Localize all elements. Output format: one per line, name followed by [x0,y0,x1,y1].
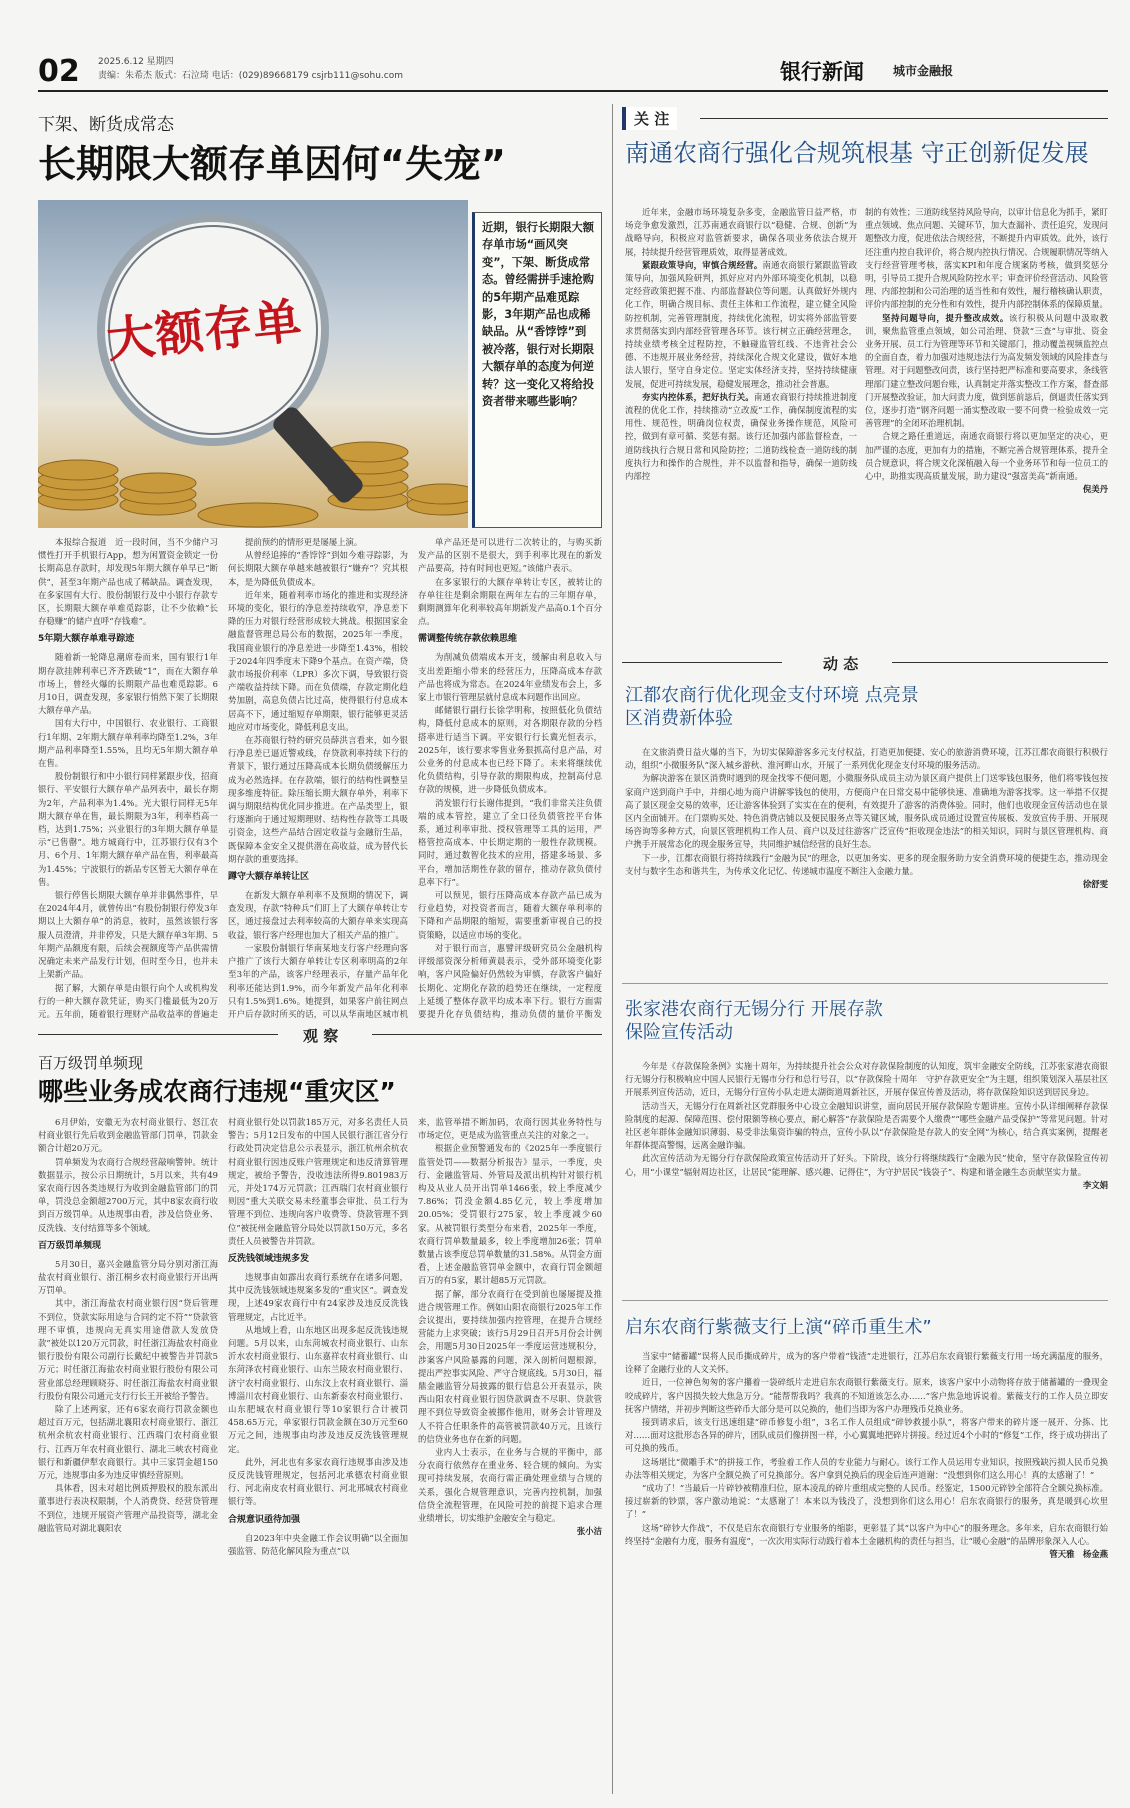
lead-para: 在苏商银行特约研究员薛洪言看来，如今银行净息差已逼近警戒线，存贷款利率持续下行的背景下，银行通过压降高成本长期负债缓解压力成为必然选择。在存款端，银行的结构性调整呈现多维度特征。除压缩长期大额存单外，利率下调与期限结构优化同步推进。在产品类型上，银行逐渐向于通过短期理财、结构性存款等工具吸引资金，这些产品结合固定收益与金融衍生品，既保障本金安全又提供潜在高收益，成为替代长期存款的重要选择。 [228,735,408,864]
lead-subhead-3: 需调整传统存款依赖思维 [418,634,518,645]
dyn-divider-2 [622,1300,1108,1301]
obs-rule-left [38,1034,278,1035]
lead-image [38,200,468,528]
obs-para: 其中，浙江海盐农村商业银行因“贷后管理不到位，贷款实际用途与合同约定不符”“贷款管理不审慎，违规向无真实用途借款人发放贷款”被处以120万元罚款，时任浙江海盐农村商业银行股份有限公司副行长戴纪中被警告并罚款5万元；时任浙江海盐农村商业银行股份有限公司营业部总经理顾晓芬、时任浙江海盐农村商业银行股份有限公司通元支行行长王开被给予警告。 [38,1298,218,1401]
dyn-para: 在文旅消费日益火爆的当下，为切实保障游客多元支付权益，打造更加便捷、安心的旅游消费环境，江苏江都农商银行积极行动，组织“小微服务队”深入城乡游秋、淮河畔山水，开展了一系列优化现金支付环境的服务活动。 [625,747,1108,771]
dyn-rule-right [892,662,1108,663]
lead-para: 银行停售长期限大额存单并非偶然事件，早在2024年4月，就曾传出“有股份制银行停发3年期以上大额存单”的消息，彼时，虽然该银行客服人员澄清，并非停发，只是大额存单3年期、5年期产品额度有限，后续会视额度等产品供需情况确定未来产品发行计划，但时至今日，也并未上架新产品。 [38,890,218,980]
obs-column-1 [38,1116,218,1792]
obs-column-3 [418,1116,602,1792]
dyn-section-tag: 动 态 [823,655,859,673]
lead-para: 近年来，随着利率市场化的推进和实现经济环境的变化，银行的净息差持续收窄，净息差下降的压力对银行经营形成较大挑战。根据国家金融监督管理总局公布的数据，2025年一季度，我国商业银行的净息差进一步降至1.43%，相较于2024年四季度末下降9个基点。在资产端，贷款市场报价利率（LPR）多次下调，导致银行资产端收益持续下降。而在负债端，存款定期化趋势加剧，高息负债占比过高，使得银行付息成本居高不下，通过缩短存单期限，银行能够更灵活地应对市场变化，降低利息支出。 [228,589,408,732]
dyn-body-2 [625,1060,1108,1296]
lead-para: 在新发大额存单利率不及预期的情况下，调查发现，存款“特种兵”们盯上了大额存单转让专区，通过接盘过去利率较高的大额存单来实现高收益，银行客户经理也加大了相关产品的推广。 [228,890,408,940]
page-date: 2025.6.12 星期四 [98,57,174,67]
header-rule [38,90,1108,92]
dyn-author: 徐舒雯 [1082,879,1108,890]
lead-para: 消发银行行长谢伟提到，“我们非常关注负债端的成本管控，建立了全口径负债管控平台体系，通过利率审批、授权管理等工具的运用，严格管控高成本、中长期定期的一般性存款规模。同时，通过数智化技术的应用，搭建多场景、多平台，增加活期性存款的留存，推动存款负债付息率下行”。 [418,797,602,887]
focus-para [625,259,857,391]
dyn-author: 管天雅 杨金燕 [1049,1549,1108,1560]
lead-subhead-1: 5年期大额存单难寻踪迹 [38,634,135,645]
lead-column-3 [418,536,602,1020]
obs-para: 6月伊始，安徽无为农村商业银行、怒江农村商业银行先后收到金融监管部门罚单，罚款金额合计超20万元。 [38,1117,218,1154]
paper-name: 城市金融报 [893,64,954,78]
page-header [38,52,1108,92]
lead-para: 提前预约的情形更是屡屡上演。 [245,537,363,547]
focus-para-text: 南通农商银行持续推进制度流程的优化工作，持续推动“立改废”工作，确保制度流程的实用性、规范性，明确岗位权责，确保业务操作规范，风险可控，做到有章可循、奖惩有据。该行还加强内部监督检查，一道防线执行合规日常和风险防控；二道防线检查一道防线的制度执行力和操作的合规性，并不以监督和指导，确保一道防线内部控 [625,391,857,482]
focus-author: 倪美丹 [1082,484,1108,495]
dyn-para: 为解决游客在景区消费时遇到的现金找零不便问题，小微服务队成员主动为景区商户提供上门送零钱包服务，他们将零钱包按家商户送到商户手中，并细心地为商户讲解零钱包的使用，方便商户在日常交易中能够快速、准确地为游客找零。这一举措不仅提高了景区现金交易的效率，还让游客体验到了实实在在的便利，有效提升了游客的消费体验。同时，他们也收现金宣传活动也在景区内全面铺开。在门票购买处、特色消费店铺以及便民服务点等关键区域，服务队成员通过设置宣传展板、发放宣传手册、开展现场咨询等多种方式，向景区管理机构工作人员、商户以及过往游客广泛宣传“拒收现金违法”的相关知识，同时与景区管理机构、商户携手开展常态化的现金服务宣导，共同维护城信经营的良好生态。 [625,773,1108,850]
focus-section-tag: 关 注 [622,107,677,130]
obs-para: 除了上述两家，还有6家农商行罚款金额也超过百万元，包括湖北襄阳农村商业银行、浙江杭州余杭农村商业银行、江西瑞门农村商业银行、江西万年农村商业银行、湖北三峡农村商业银行和新疆伊犁农商银行。其中三家罚金超150万元，违规事由多为违反审慎经营原则。 [38,1404,218,1481]
obs-column-2 [228,1116,408,1792]
focus-para-text: 南通农商银行紧跟监管政策导向，加强风险研判，抓好应对内外部环境变化机制，以稳定经营政策把握不准、内部监督缺位等问题。认真做好外规内化工作，明确合规目标、责任主体和工作流程，建立健全风险防控机制，完善管理制度，持续优化流程，切实将外部监管要求贯彻落实到内部经营管理各环节。该行树立正确经营理念，持续业绩考核全过程防控，不触碰监管红线、不违背社会公德、不违规开展业务经营，持续深化合规文化建设，做好本地法人银行，坚守自身定位。坚定实体经济支持，坚持持续健康发展，促进可持续发展，稳健发展理念，推动社会普惠。 [625,259,857,389]
lead-para: 据了解，大额存单是由银行向个人或机构发行的一种大额存款凭证，购买门槛最低为20万元。五年前，随着银行理财产品收益率的普遍走 [38,982,218,1019]
obs-rule-right [372,1034,602,1035]
column-divider [612,104,613,1794]
lead-para: 在多家银行的大额存单转让专区，被转让的存单往往是剩余期限在两年左右的三年期存单，剩期测算年化利率较高年期新发产品高0.1个百分点。 [418,576,602,627]
dyn-title-1: 江都农商行优化现金支付环境 点亮景区消费新体验 [625,685,919,729]
lead-para: 单产品还是可以进行二次转让的，与购买新发产品的区别不是很大，到手利率比现在的新发产品要高，持有时间也更短。”该储户表示。 [418,537,602,574]
dyn-title-2: 张家港农商行无锡分行 开展存款保险宣传活动 [625,999,883,1043]
focus-column-1 [625,206,857,646]
dyn-para: 当家中“储蓄罐”误将人民币撕成碎片，成为的客户带着“钱渣”走进银行，江苏启东农商银行紫薇支行用一场充满温度的服务，诠释了金融行业的人文关怀。 [625,1351,1108,1375]
obs-para: 自2023年中央金融工作会议明确“以全面加强监管、防范化解风险为重点”以 [228,1532,408,1556]
obs-kicker: 百万级罚单频现 [38,1054,144,1072]
lead-para: 从曾经追捧的“香饽饽”到如今难寻踪影，为何长期限大额存单越来越被银行“嫌弃”？究其根本，是为降低负债成本。 [228,550,408,587]
lead-subhead-2: 蹲守大额存单转让区 [228,872,310,883]
obs-para: 违规事由如霹出农商行系统存在诸多问题，其中反洗钱领域违规案多发的“重灾区”。调查发现，上述49家农商行中有24家涉及违反反洗钱管理规定，占比近半。 [228,1272,408,1322]
lead-intro-box: 近期，银行长期限大额存单市场“画风突变”，下架、断货成常态。曾经需拼手速抢购的5年期产品难觅踪影，3年期产品也成稀缺品。从“香饽饽”到被冷落，银行对长期限大额存单的态度为何逆转？这一变化又将给投资者带来哪些影响？ [472,212,602,528]
obs-para: 5月30日，嘉兴金融监管分局分别对浙江海盐农村商业银行、浙江桐乡农村商业银行开出两万罚单。 [38,1258,218,1296]
lead-para: 本报综合报道 近一段时间，当不少储户习惯性打开手机银行App，想为闲置资金锁定一份长期高息存款时，却发现5年期大额存单早已“断供”，甚至3年期产品也成了稀缺品。调查发现，在多家国有大行、股份制银行及中小银行存款专区，长期限大额存单难觅踪影，让不少依赖“长存稳赚”的储户直呼“存钱难”。 [38,537,218,627]
focus-para [865,312,1108,431]
magnifier-sign-text: 大额存单 [104,292,305,370]
dyn-para: 此次宣传活动为无锡分行存款保险政策宣传活动开了好头。下阶段，该分行将继续践行“金融为民”使命，坚守存款保险宣传初心，用“小课堂”辐射周边社区，让居民“能理解、感兴趣、记得住”，为守护居民“钱袋子”、构建和谐金融生态贡献坚实力量。 [625,1153,1108,1177]
page-staff: 责编：朱希杰 版式：石泣琦 电话：(029)89668179 csjrb111@sohu.com [98,71,404,81]
section-name: 银行新闻 [780,60,864,84]
focus-column-2 [865,206,1108,646]
obs-para: 从地域上看，山东地区出现多起反洗钱违规问题。5月以来，山东菏城农村商业银行、山东沂水农村商业银行、山东嘉祥农村商业银行、山东菏泽农村商业银行、山东兰陵农村商业银行、济宁农村商业银行、山东汶上农村商业银行、淄博淄川农村商业银行、山东新泰农村商业银行、山东肥城农村商业银行等10家银行合计被罚458.65万元，单家银行罚款金额在30万元至60万元之间，违规事由均涉及违反反洗钱管理规定。 [228,1324,408,1454]
focus-para: 制的有效性；三道防线坚持风险导向，以审计信息化为抓手，紧盯重点领域、焦点问题、关键环节，加大查漏补、责任追究，发现问题整改力度，促进依法合规经营，不断提升内审质效。此外，该行还注重内控自我评价，将合规内控执行情况、合规履职情况等纳入支行经营管理考核，落实KPI和年度合规案防考核，做到奖惩分明，引导员工提升合规风险防控水平；审查评价经营活动、风险管理、内部控制和公司治理的适当性和有效性，履行稽核确认职责，评价内部控制的充分性和有效性，提升内部控制体系的保障质量。 [865,207,1108,310]
focus-para [625,391,857,483]
lead-para: 邮储银行副行长徐学明称，按照低化负债结构，降低付息成本的原则，对各期限存款的分档搭率进行适当下调。平安银行行长冀光恒表示，2025年，该行要求零售业务狠抓高付息产品，对公业务的付息成本也已经下降了。未来将继续优化负债结构，引导存款的期限构成，控制高付息存款的规模，进一步降低负债成本。 [418,705,602,795]
lead-column-2 [228,536,408,1020]
lead-para: 随着新一轮降息潮席卷而来，国有银行1年期存款挂牌利率已齐齐跌破“1”，而在大额存单市场上，曾经火爆的长期限产品也难觅踪影。6月10日，调查发现，多家银行悄然下架了长期限大额存单产品。 [38,652,218,716]
dyn-para: 近日，一位神色匆匆的客户攥着一袋碎纸片走进启东农商银行紫薇支行。原来，该客户家中小动物将存放于储蓄罐的一叠现金咬成碎片，客户因损失较大焦急万分。“能帮帮我吗？我真的不知道该怎么办……”客户焦急地诉说着。紫薇支行的工作人员立即安抚客户情绪，并初步判断这些碎币大部分是可以兑换的，他们当即为客户办理残币兑换业务。 [625,1377,1108,1414]
focus-lead-in-3: 坚持问题导向，提升整改成效。 [882,312,1009,323]
lead-para: 对于银行而言，惠譬评级研究员公金融机构评级部资深分析师黄晨表示，受外部环境变化影响，客户风险偏好仍然较为审慎，存款客户偏好长期化、定期化存款的趋势还在继续，一定程度上延缓了整体存款平均成本率下行。银行方面需要提升化存负债结构，推动负债的量价平衡发 [418,942,602,1019]
dyn-para: 这场堪比“微雕手术”的拼接工作，考验着工作人员的专业能力与耐心。该行工作人员运用专业知识，按照残缺污损人民币兑换办法等相关规定，为客户全额兑换了可兑换部分。客户拿到兑换后的现金后连声道谢：“没想到你们这么用心！真的太感谢了！” [625,1456,1108,1480]
coins-magnifier-illustration [38,200,468,528]
lead-title: 长期限大额存单因何“失宠” [38,142,506,186]
lead-para: 为削减负债端成本开支，缓解由利息收入与支出差距缩小带来的经营压力，压降高成本存款产品也将成为常态。在2024年业绩发布会上，多家上市银行管理层就付息成本问题作出回应。 [418,652,602,703]
lead-para: 一家股份制银行华南某地支行客户经理向客户推广了该行大额存单转让专区利率明高的2年至3年的产品，该客户经理表示，存量产品年化利率还能达到1.9%，而今年新发产品年化利率只有1.5%到1.6%。她提到，如果客户前往网点开户后存款时所买的话，可以从华南地区城市机 [228,942,408,1019]
obs-subhead-2: 反洗钱领域违规多发 [228,1254,310,1265]
focus-para: 近年来，金融市场环境复杂多变，金融监管日益严格，市场竞争愈发激烈，江苏南通农商银行以“稳健、合规、创新”为战略导向，积极应对监管新要求，确保各项业务依法合规开展，持续提升经营管理质效，取得显著成效。 [625,207,857,257]
obs-para: 据了解，部分农商行在受到前也屡屡提及推进合规管理工作。例如山阳农商银行2025年工作会议提出，要持续加强内控管理，在提升合规经营能力上求突破；该行5月29日召开5月份会计例会，用题5月30日2025年一季度运营违规积分，涉案客户风险暴露的问题，深入剖析问题根源，提出严控事实风险、严守合规底线。5月30日，福鼎金融监管分局披露的银行信息公开表显示，陕西山阳农村商业银行因贷款调查不尽职、贷款管理不到位导致资金被挪作他用，财务会计管理及人不符合任职条件的高管被罚款40万元，且该行的信贷业务也存在新的问题。 [418,1288,602,1444]
dyn-author: 李文娟 [1082,1179,1108,1190]
obs-para: 村商业银行处以罚款185万元，对多名责任人员警告；5月12日发布的中国人民银行浙江省分行行政处罚决定信息公示表显示，浙江杭州余杭农村商业银行因违反账户管理规定和违反清算管理规定，被给予警告，没收违法所得9.801983万元，并处174万元罚款；江西瑞门农村商业银行则因“重大关联交易未经董事会审批、员工行为管理不到位、违规向客户收费等、贷款管理不到位”被抚州金融监管分局处以罚款150万元，多名责任人员被警告并罚款。 [228,1117,408,1246]
dyn-para: 今年是《存款保险条例》实施十周年，为持续提升社会公众对存款保险制度的认知度，筑牢金融安全防线，江苏张家港农商银行无锡分行积极响应中国人民银行无锡市分行和总行号召，以“存款保险十周年 守护存款更安全”为主题，组织策划深入基层社区开展系列宣传活动，近日，无锡分行宣传小队走进太湖街道周新社区，开展存保宣传普及活动，将存款保险知识送到居民身边。 [625,1061,1108,1098]
focus-title: 南通农商行强化合规筑根基 守正创新促发展 [625,139,1089,167]
dyn-para: 下一步，江都农商银行将持续践行“金融为民”的理念，以更加务实、更多的现金服务助力安全消费环境的便捷生态，推动现金支付与数字生态和谐共生，为传承文化记忆、传递城市温度不断注入金融力量。 [625,852,1108,876]
obs-para: 罚单频发为农商行合规经营敲响警钟。统计数据显示，按公示日期统计，5月以来，共有49家农商行因各类违规行为收到金融监管部门的罚单，罚没总金额超2700万元，其中8家农商行收到百万级罚单。从违规事由看，涉及信贷业务、反洗钱、支付结算等多个领域。 [38,1156,218,1233]
obs-title: 哪些业务成农商行违规“重灾区” [38,1077,396,1106]
focus-para-text: 该行积极从问题中汲取教训，聚焦监管重点领域，如公司治理、贷款“三查”与审批、资金业务开展、员工行为管理等环节和关键部门，推动覆盖视频监控点的全面自查，着力加强对违规违法行为高发频发领域的风险排查与管理。对于问题整改问责，该行坚持把严标准和要高要求，条线管理部门建立整改问题台账，认真制定并落实整改工作方案，督查部门开展整改验证，加大问责力度，做到惩前毖后，倒逼责任落实到位，逐步打造“钢齐问题一涌实整改取一要不问费一检验成效一完善管理”的全闭环治理机制。 [865,312,1108,429]
obs-para: 此外，河北也有多家农商行违规事由涉及违反反洗钱管理规定，包括河北承德农村商业银行、河北南皮农村商业银行、河北邢城农村商业银行等。 [228,1456,408,1507]
obs-author: 张小洁 [576,1526,602,1537]
lead-para: 国有大行中，中国银行、农业银行、工商银行1年期、2年期大额存单利率均降至1.2%，3年期产品利率降至1.55%，且均无5年期大额存单在售。 [38,718,218,769]
obs-para: 具体看，因未对超比例质押股权的股东派出董事进行表决权限制，个人消费贷、经营贷管理不到位，违规开展资产管理产品投资等，湖北金融监管局对湖北襄阳农 [38,1483,218,1533]
obs-subhead-1: 百万级罚单频现 [38,1240,102,1251]
obs-section-tag: 观 察 [303,1027,339,1045]
focus-lead-in-2: 夯实内控体系，把好执行关。 [642,391,754,402]
focus-lead-in-1: 紧跟政策导向，审慎合规经营。 [642,259,763,270]
obs-subhead-3: 合规意识亟待加强 [228,1514,301,1525]
dyn-rule-left [622,662,782,663]
dyn-para: 活动当天，无锡分行在周新社区党群服务中心设立金融知识讲堂，面向居民开展存款保险专题讲座。宣传小队详细阐释存款保险制度的起源、保障范围、偿付限额等核心要点，耐心解答“存款保险是否需要个人缴费”“哪些金融产品受保护”等常见问题。针对社区老年群体金融知识薄弱、易受非法集资诈骗的特点，宣传小队以“存款保险是存款人的安全网”为核心，结合真实案例，提醒老年群体提高警惕，远离金融诈骗。 [625,1100,1108,1151]
page-number: 02 [38,54,80,89]
lead-para: 股份制银行和中小银行同样紧跟步伐，招商银行、平安银行大额存单产品列表中，最长存期为2年，产品利率为1.4%。光大银行同样无5年期大额存单在售，最长期限为3年，利率档高一档，达到1.75%；兴业银行的3年期大额存单显示“已售罄”。地方城商行中，江苏银行仅有3个月、6个月、1年期大额存单产品在售，利率最高为1.45%；宁波银行的新品专区暂无大额存单在售。 [38,771,218,887]
dyn-body-3 [625,1350,1108,1798]
obs-para: 来，监管举措不断加码，农商行因其业务特性与市场定位，更是成为监管重点关注的对象之一。 [418,1117,602,1141]
lead-para: 可以预见，银行压降高成本存款产品已成为行业趋势，对投资者而言，随着大额存单利率的下降和产品期限的缩短，需要重新审视自己的投资策略，以适应市场的变化。 [418,890,602,940]
dyn-para: 接到请求后，该支行迅速组建“碎币修复小组”，3名工作人员组成“碎钞救援小队”，将客户带来的碎片逐一展开、分拣、比对……面对这批形态各异的碎片，团队成员们像拼图一样，小心翼翼地把碎片拼接。经过近4个小时的“修复”工作，终于成功拼出了可兑换的残币。 [625,1417,1108,1454]
dyn-divider-1 [622,983,1108,984]
dyn-body-1 [625,746,1108,978]
dyn-para: “成功了！”当最后一片碎钞被精准归位，原本凌乱的碎片重组成完整的人民币。经鉴定，1500元碎钞全部符合全额兑换标准。接过崭新的钞票，客户激动地说：“太感谢了！本来以为钱没了，没想到你们这么用心！启东农商银行的服务，真是暖到心坎里了！” [625,1483,1108,1520]
focus-para: 合规之路任重道远，南通农商银行将以更加坚定的决心，更加严谨的态度，更加有力的措施，不断完善合规管理体系，提升全员合规意识，将合规文化深植融入每一个业务环节和每一位员工的心中，助推实现高质量发展，助力建设“强富美高”新南通。 [865,431,1108,482]
lead-kicker: 下架、断货成常态 [38,115,174,135]
obs-para: 业内人士表示，在业务与合规的平衡中，部分农商行依然存在重业务、轻合规的倾向。为实现可持续发展，农商行需正确处理业绩与合规的关系，强化合规管理意识，完善内控机制，加强信贷全流程管理，在风险可控的前提下追求合理业绩增长，切实维护金融安全与稳定。 [418,1447,602,1524]
obs-para: 根据企业预警通发布的《2025年一季度银行监管处罚——数据分析报告》显示，一季度，央行、金融监管局、外管局及派出机构针对银行机构及从业人员开出罚单1466张，较上季度减少7.86%；罚没金额4.85亿元，较上季度增加20.05%；受罚银行275家，较上季度减少60家。从被罚银行类型分布来看，2025年一季度，农商行罚单数量最多，较上季度增加26张；罚单数量占该季度总罚单数量的31.58%。从罚金方面看，上述金融监管罚单金额中，农商行罚金额超百万的有5家，累计超85万元罚款。 [418,1143,602,1286]
focus-rule [700,118,1108,119]
dyn-title-3: 启东农商行紫薇支行上演“碎币重生术” [625,1317,932,1338]
dyn-para: 这场“碎钞大作战”，不仅是启东农商银行专业服务的缩影，更彰显了其“以客户为中心”的服务理念。多年来，启东农商银行始终坚持“金融有力度，服务有温度”，一次次用实际行动践行着本土金融机构的责任与担当，让“暖心金融”的品牌形象深入人心。 [625,1522,1108,1546]
lead-column-1 [38,536,218,1020]
